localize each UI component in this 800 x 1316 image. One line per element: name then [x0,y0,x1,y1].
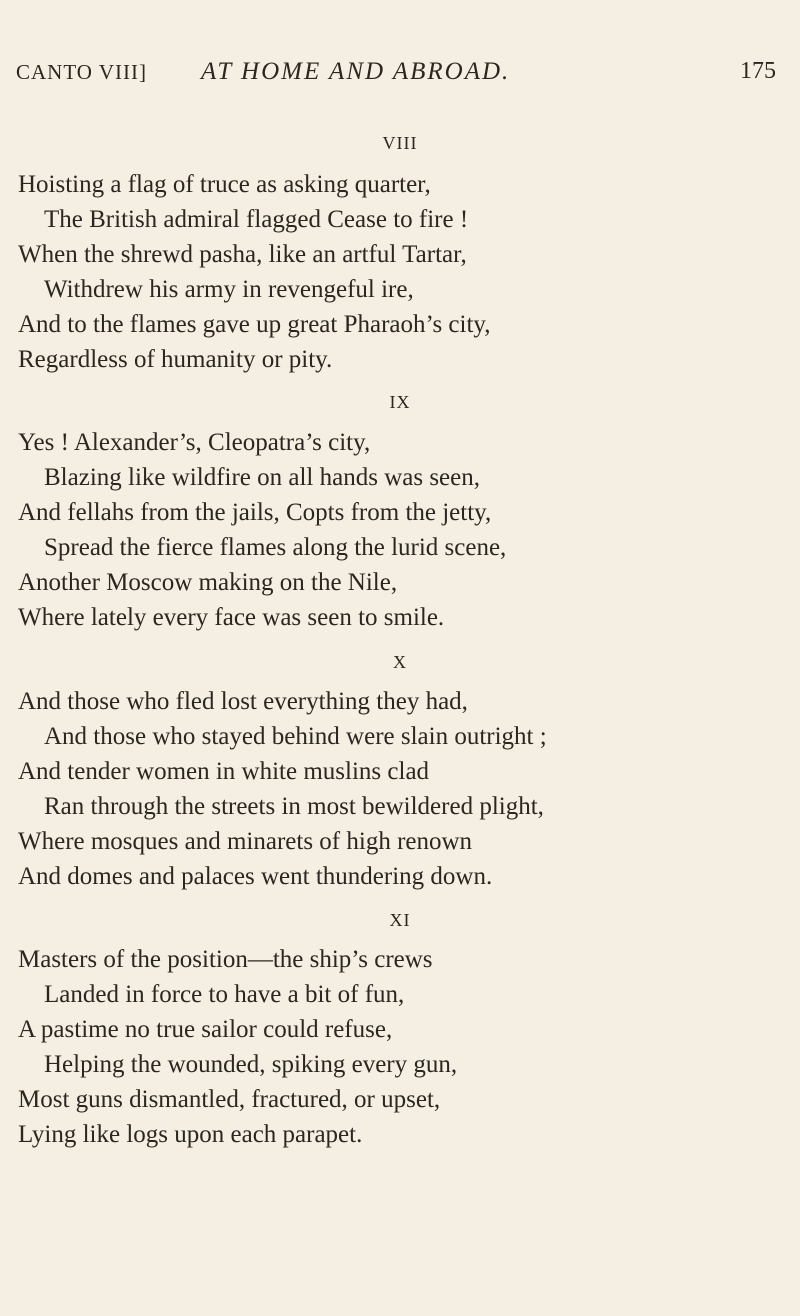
stanza-number: VIII [382,133,418,153]
stanza-number: XI [389,910,411,930]
verse-line: Most guns dismantled, fractured, or upset, [18,1086,441,1113]
stanza-number: IX [389,392,411,412]
verse-line: Lying like logs upon each parapet. [18,1121,363,1148]
verse-line: And those who fled lost everything they had, [18,688,468,715]
verse-line: Hoisting a flag of truce as asking quarter, [18,171,431,198]
verse-line: Masters of the position—the ship’s crews [18,946,433,973]
verse-line: Landed in force to have a bit of fun, [44,981,405,1008]
stanza-number: X [393,652,407,672]
verse-line: Blazing like wildfire on all hands was seen, [44,464,480,491]
verse-line: Withdrew his army in revengeful ire, [44,276,414,303]
running-header [16,58,776,98]
verse-line: And tender women in white muslins clad [18,758,430,785]
verse-line: And those who stayed behind were slain outright ; [44,723,547,750]
verse-line: And to the flames gave up great Pharaoh’s city, [18,311,491,338]
verse-line: When the shrewd pasha, like an artful Tartar, [18,241,467,268]
running-title: AT HOME AND ABROAD. [201,58,511,85]
verse-line: And fellahs from the jails, Copts from the jetty, [18,499,492,526]
verse-line: The British admiral flagged Cease to fire ! [44,206,469,233]
verse-line: A pastime no true sailor could refuse, [18,1016,393,1043]
verse-line: Spread the fierce flames along the lurid scene, [44,534,507,561]
verse-line: Helping the wounded, spiking every gun, [44,1051,458,1078]
verse-line: Another Moscow making on the Nile, [18,569,398,596]
canto-label: CANTO VIII] [16,60,147,84]
verse-line: Regardless of humanity or pity. [18,346,333,373]
verse-line: Where lately every face was seen to smile. [18,604,445,631]
verse-line: Where mosques and minarets of high renown [18,828,473,855]
page-number: 175 [740,58,776,84]
verse-line: And domes and palaces went thundering down. [18,863,493,890]
verse-line: Ran through the streets in most bewildered plight, [44,793,544,820]
verse-line: Yes ! Alexander’s, Cleopatra’s city, [18,429,371,456]
